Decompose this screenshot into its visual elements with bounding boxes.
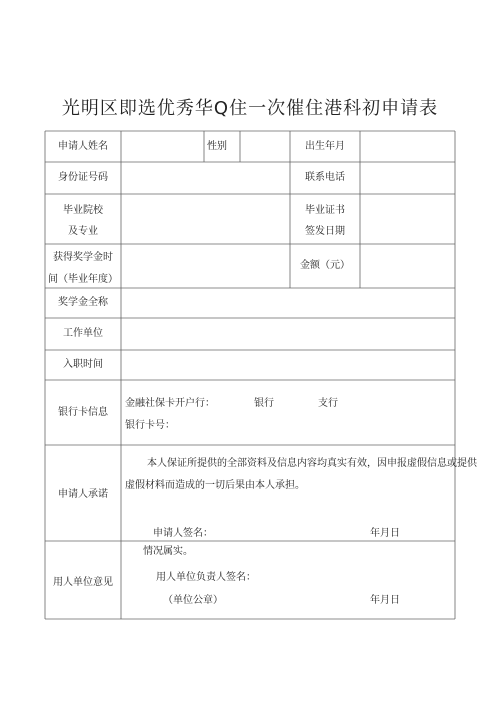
applicant-date-label: 年月日 (370, 528, 400, 539)
form-title: 光明区即选优秀华Q住一次催住港科初申请表 (61, 98, 439, 119)
employer-signature-label: 用人单位负责人签名： (156, 572, 256, 583)
label-award-time-line1: 获得奖学金时 (53, 252, 113, 263)
commitment-text-line1: 本人保证所提供的全部资料及信息内容均真实有效，因申报虚假信息或提供 (147, 458, 477, 469)
applicant-signature-label: 申请人签名： (153, 528, 213, 539)
employer-seal-label: （单位公章） (163, 595, 223, 606)
label-school-line2: 及专业 (68, 226, 98, 237)
label-entry-time: 入职时间 (63, 359, 103, 370)
commitment-text-line2: 虚假材料而造成的一切后果由本人承担。 (125, 480, 305, 491)
label-award-name: 奖学金全称 (58, 297, 108, 308)
label-employer-opinion: 用人单位意见 (53, 577, 113, 588)
label-birth: 出生年月 (305, 141, 345, 152)
label-amount: 金额（元） (300, 260, 350, 271)
label-work-unit: 工作单位 (63, 328, 103, 339)
label-phone: 联系电话 (305, 172, 345, 183)
employer-date-label: 年月日 (370, 595, 400, 606)
bank-card-number-label: 银行卡号： (125, 420, 175, 431)
label-cert-line2: 签发日期 (305, 226, 345, 237)
label-cert-line1: 毕业证书 (305, 205, 345, 216)
bank-word: 银行 (254, 398, 274, 409)
label-award-time-line2: 间（毕业年度） (48, 274, 118, 285)
employer-confirm-text: 情况属实。 (143, 546, 193, 557)
label-commitment: 申请人承诺 (58, 489, 108, 500)
label-gender: 性别 (207, 141, 227, 152)
label-bank-info: 银行卡信息 (58, 407, 108, 418)
label-id-number: 身份证号码 (58, 172, 108, 183)
label-applicant-name: 申请人姓名 (58, 141, 108, 152)
label-school-line1: 毕业院校 (63, 205, 103, 216)
bank-account-opening-label: 金融社保卡开户行： (125, 398, 215, 409)
branch-word: 支行 (318, 398, 338, 409)
